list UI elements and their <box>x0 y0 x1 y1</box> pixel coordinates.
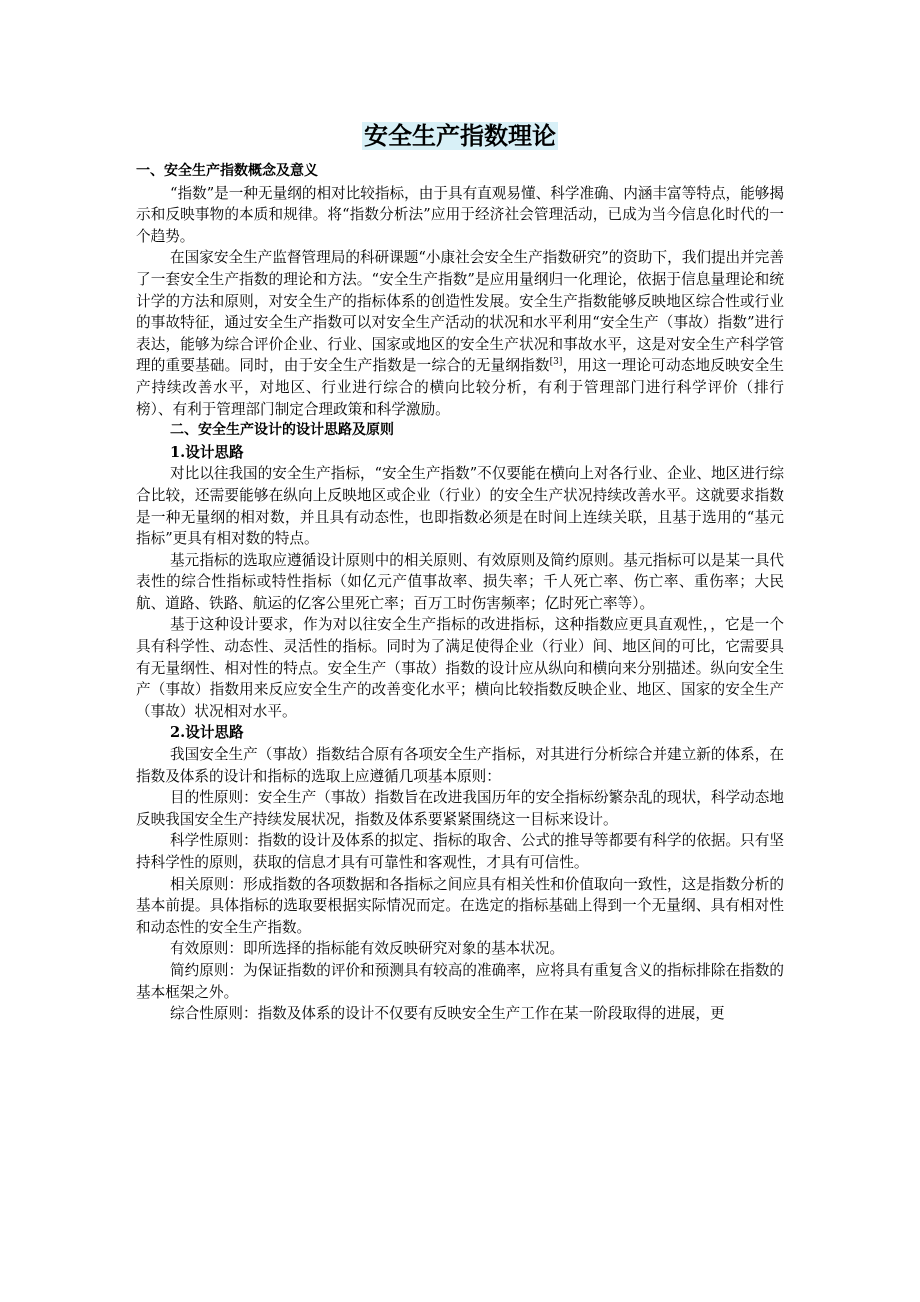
paragraph: 有效原则：即所选择的指标能有效反映研究对象的基本状况。 <box>170 940 565 958</box>
paragraph: 相关原则：形成指数的各项数据和各指标之间应具有相关性和价值取向一致性，这是指数分析的基本前提。具体指标的选取要根据实际情况而定。在选定的指标基础上得到一个无量纲、具有相对性和动态性的安全生产指数。 <box>136 875 784 936</box>
paragraph: “指数”是一种无量纲的相对比较指标，由于具有直观易懂、科学准确、内涵丰富等特点，能够揭示和反映事物的本质和规律。将“指数分析法”应用于经济社会管理活动，已成为当今信息化时代的一个趋势。 <box>136 184 784 245</box>
subsection-heading: 1.设计思路 <box>170 443 244 461</box>
paragraph-text: 在国家安全生产监督管理局的科研课题“小康社会安全生产指数研究”的资助下，我们提出并完善了一套安全生产指数的理论和方法。“安全生产指数”是应用量纲归一化理论，依据于信息量理论和统计学的方法和原则，对安全生产的指标体系的创造性发展。安全生产指数能够反映地区综合性或行业的事故特征，通过安全生产指数可以对安全生产活动的状况和水平利用“安全生产（事故）指数”进行表达，能够为综合评价企业、行业、国家或地区的安全生产状况和事故水平，这是对安全生产科学管理的重要基础。同时，由于安全生产指数是一综合的无量纲指数 <box>136 249 784 375</box>
paragraph <box>136 247 784 420</box>
document-title-text: 安全生产指数理论 <box>364 122 556 150</box>
paragraph: 简约原则：为保证指数的评价和预测具有较高的准确率，应将具有重复含义的指标排除在指数的基本框架之外。 <box>136 961 784 1001</box>
paragraph: 我国安全生产（事故）指数结合原有各项安全生产指标，对其进行分析综合并建立新的体系，在指数及体系的设计和指标的选取上应遵循几项基本原则： <box>136 746 784 785</box>
paragraph: 科学性原则：指数的设计及体系的拟定、指标的取舍、公式的推导等都要有科学的依据。只有坚持科学性的原则，获取的信息才具有可靠性和客观性，才具有可信性。 <box>136 832 784 871</box>
paragraph: 对比以往我国的安全生产指标，“安全生产指数”不仅要能在横向上对各行业、企业、地区进行综合比较，还需要能够在纵向上反映地区或企业（行业）的安全生产状况持续改善水平。这就要求指数是一种无量纲的相对数，并且具有动态性，也即指数必须是在时间上连续关联，且基于选用的“基元指标”更具有相对数的特点。 <box>136 465 784 548</box>
paragraph: 基元指标的选取应遵循设计原则中的相关原则、有效原则及简约原则。基元指标可以是某一具代表性的综合性指标或特性指标（如亿元产值事故率、损失率；千人死亡率、伤亡率、重伤率；大民航、道路、铁路、航运的亿客公里死亡率；百万工时伤害频率；亿时死亡率等）。 <box>136 551 784 612</box>
section-heading-1: 一、安全生产指数概念及意义 <box>136 163 318 179</box>
paragraph: 目的性原则：安全生产（事故）指数旨在改进我国历年的安全指标纷繁杂乱的现状，科学动态地反映我国安全生产持续发展状况，指数及体系要紧紧围绕这一目标来设计。 <box>136 789 784 828</box>
paragraph: 基于这种设计要求，作为对以往安全生产指标的改进指标，这种指数应更具直观性，，它是一个具有科学性、动态性、灵活性的指标。同时为了满足使得企业（行业）间、地区间的可比，它需要具有无量纲性、相对性的特点。安全生产（事故）指数的设计应从纵向和横向来分别描述。纵向安全生产（事故）指数用来反应安全生产的改善变化水平；横向比较指数反映企业、地区、国家的安全生产（事故）状况相对水平。 <box>136 616 784 720</box>
document-body <box>136 161 784 1025</box>
document-title <box>136 120 784 152</box>
paragraph: 综合性原则：指数及体系的设计不仅要有反映安全生产工作在某一阶段取得的进展，更 <box>170 1005 725 1023</box>
section-heading-2: 二、安全生产设计的设计思路及原则 <box>170 422 394 439</box>
paragraph-text: ，用这一理论可动态地反映安全生产持续改善水平，对地区、行业进行综合的横向比较分析，有利于管理部门进行科学评价（排行榜）、有利于管理部门制定合理政策和科学激励。 <box>136 357 784 418</box>
subsection-heading: 2.设计思路 <box>170 724 244 742</box>
citation-ref: [3] <box>549 357 563 368</box>
